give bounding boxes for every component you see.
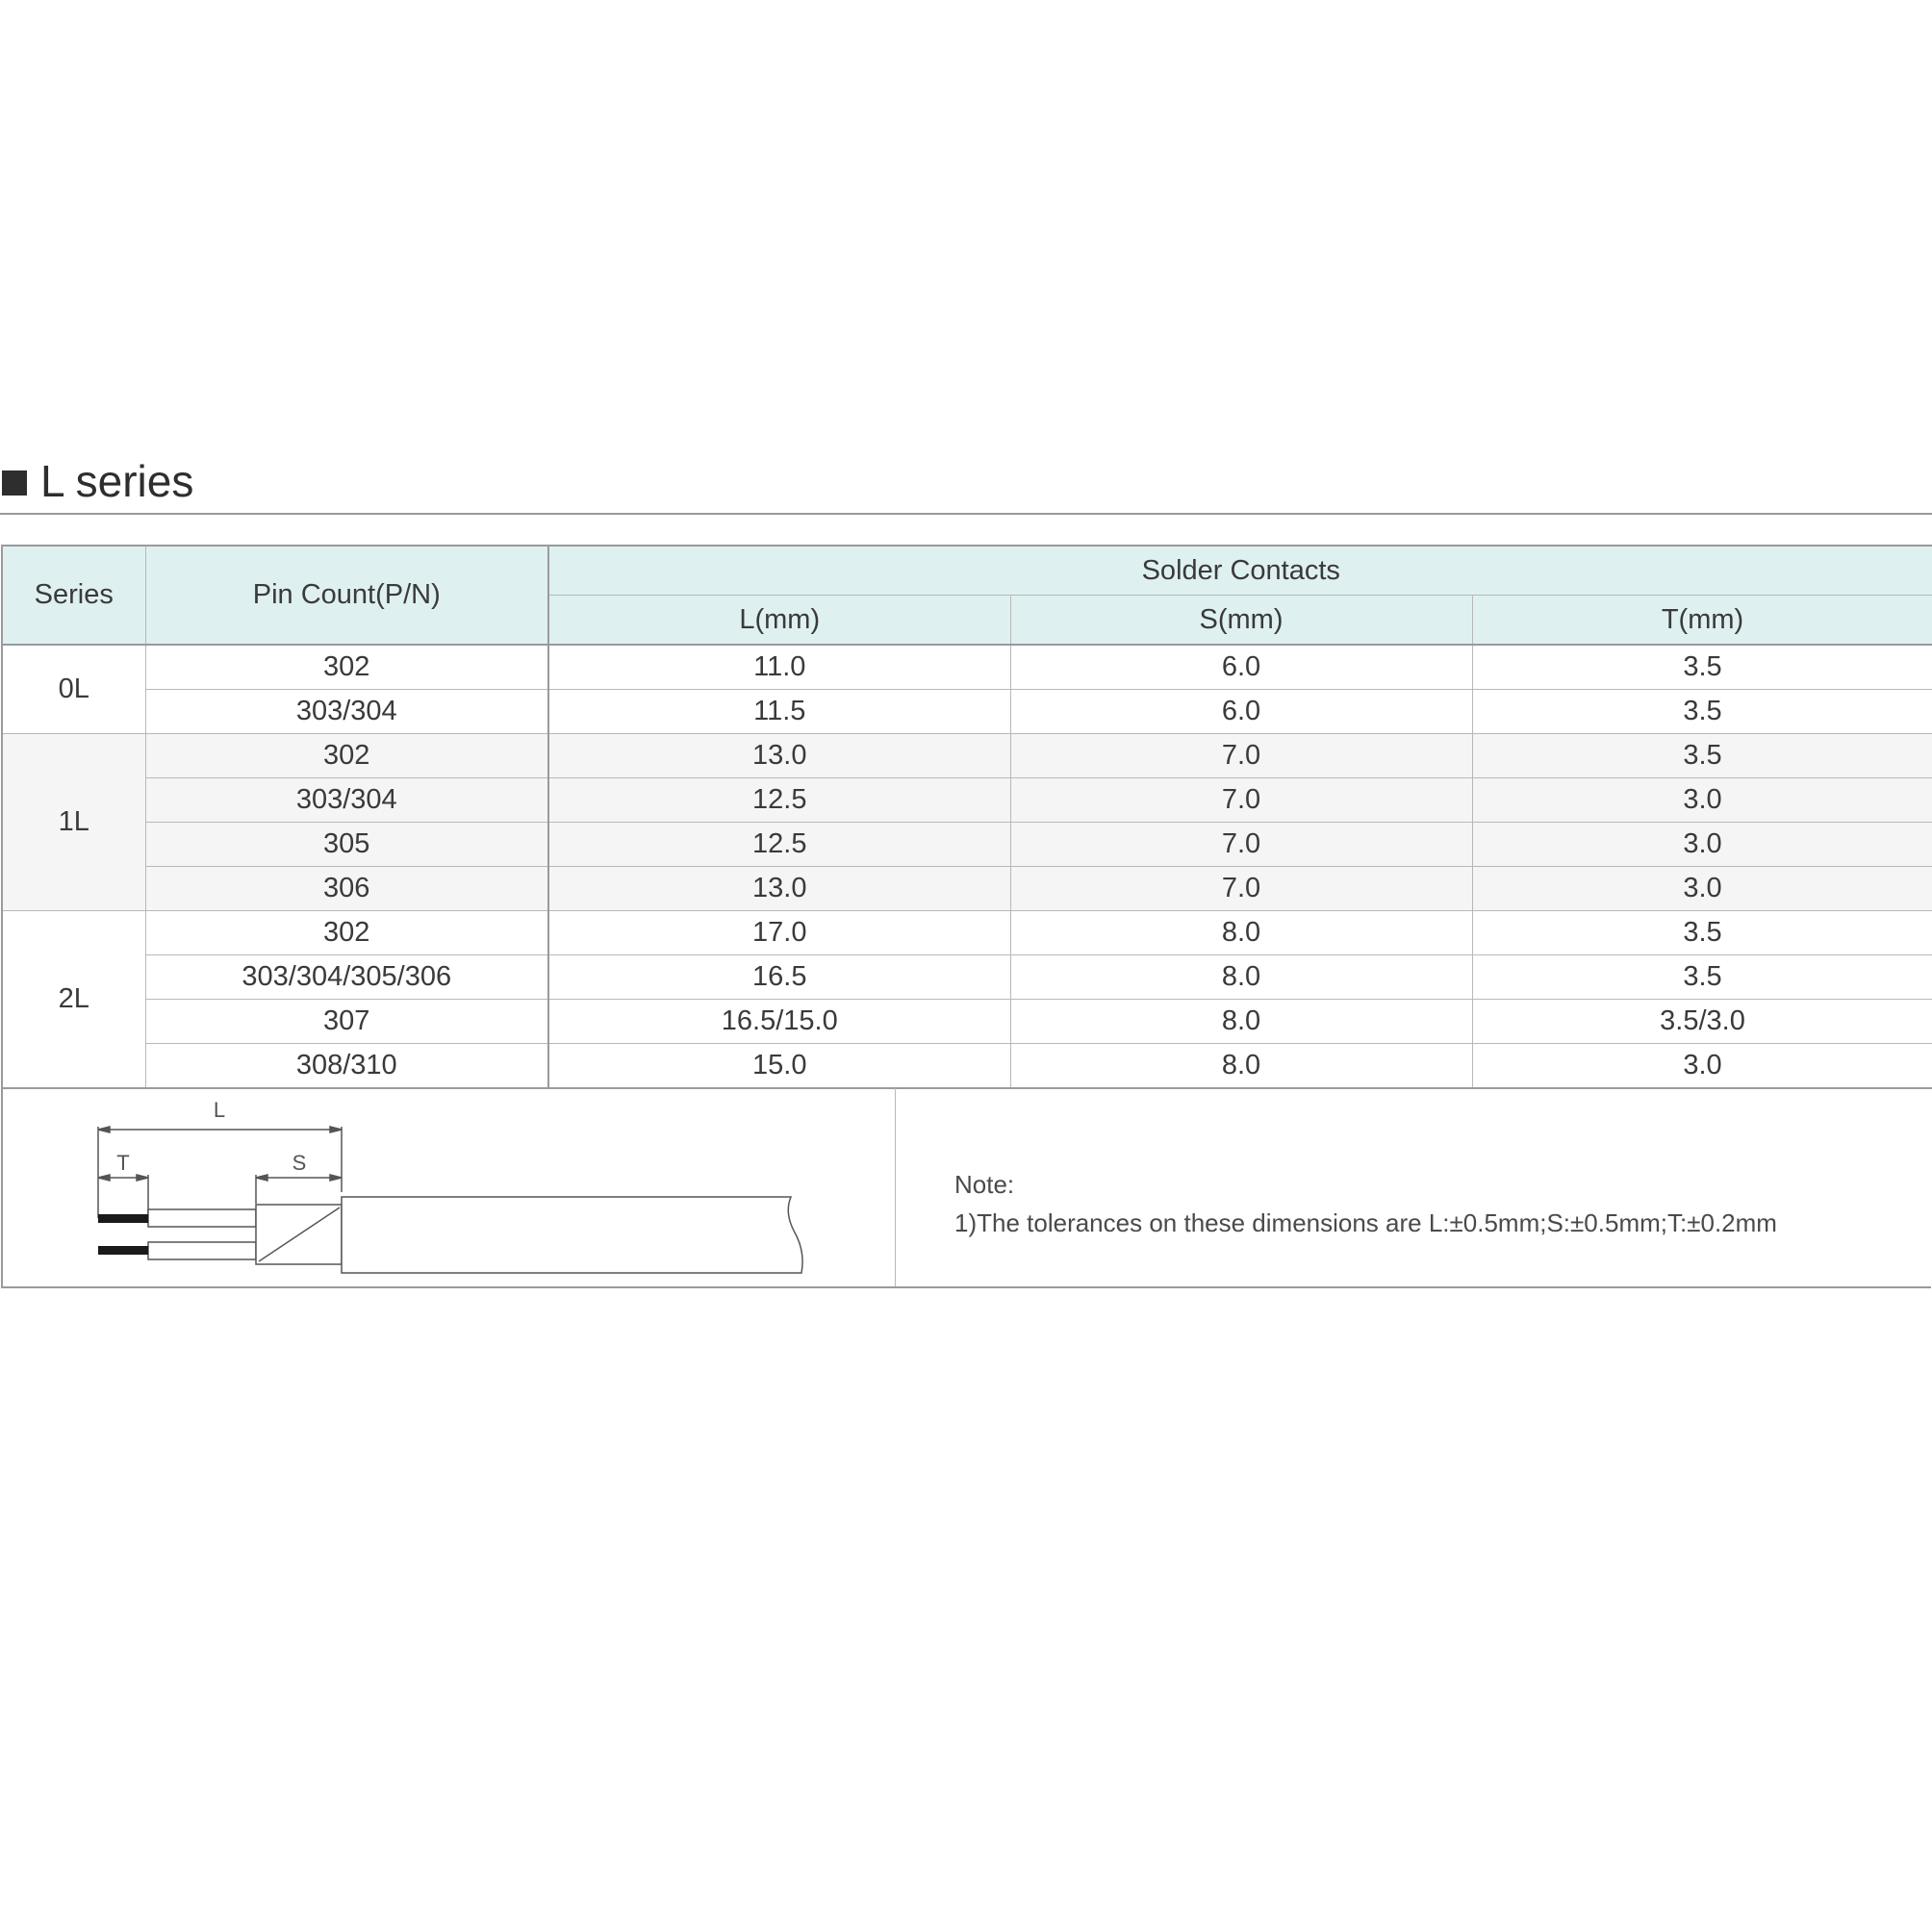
t-cell: 3.5 bbox=[1472, 645, 1932, 690]
header-series: Series bbox=[2, 546, 145, 645]
table-row bbox=[2, 734, 1932, 778]
solder-contacts-table bbox=[1, 545, 1932, 1089]
pin-count-cell: 303/304 bbox=[145, 778, 548, 823]
l-cell: 13.0 bbox=[548, 734, 1010, 778]
s-cell: 7.0 bbox=[1010, 823, 1472, 867]
t-cell: 3.5 bbox=[1472, 690, 1932, 734]
series-cell: 1L bbox=[2, 734, 145, 911]
t-cell: 3.0 bbox=[1472, 823, 1932, 867]
dim-label-s: S bbox=[292, 1151, 307, 1175]
t-cell: 3.5 bbox=[1472, 734, 1932, 778]
table-row bbox=[2, 645, 1932, 690]
l-cell: 16.5/15.0 bbox=[548, 1000, 1010, 1044]
l-cell: 13.0 bbox=[548, 867, 1010, 911]
table-row bbox=[2, 1044, 1932, 1089]
table-row bbox=[2, 690, 1932, 734]
l-cell: 12.5 bbox=[548, 778, 1010, 823]
header-pin-count: Pin Count(P/N) bbox=[145, 546, 548, 645]
pin-count-cell: 302 bbox=[145, 645, 548, 690]
table-row bbox=[2, 823, 1932, 867]
t-cell: 3.5 bbox=[1472, 911, 1932, 955]
l-cell: 16.5 bbox=[548, 955, 1010, 1000]
cable-dimension-diagram bbox=[3, 1088, 894, 1286]
pin-count-cell: 308/310 bbox=[145, 1044, 548, 1089]
table-row bbox=[2, 778, 1932, 823]
l-cell: 11.0 bbox=[548, 645, 1010, 690]
title-divider bbox=[0, 513, 1932, 515]
section-title bbox=[0, 454, 1932, 516]
s-cell: 8.0 bbox=[1010, 911, 1472, 955]
square-bullet-icon bbox=[2, 470, 27, 496]
header-t: T(mm) bbox=[1472, 596, 1932, 646]
l-cell: 11.5 bbox=[548, 690, 1010, 734]
t-cell: 3.0 bbox=[1472, 1044, 1932, 1089]
s-cell: 6.0 bbox=[1010, 645, 1472, 690]
note-heading: Note: bbox=[954, 1170, 1015, 1199]
section-title-text: L series bbox=[40, 456, 194, 506]
t-cell: 3.5 bbox=[1472, 955, 1932, 1000]
table-row bbox=[2, 911, 1932, 955]
pin-count-cell: 302 bbox=[145, 911, 548, 955]
pin-count-cell: 307 bbox=[145, 1000, 548, 1044]
panel-divider bbox=[895, 1088, 896, 1286]
s-cell: 8.0 bbox=[1010, 955, 1472, 1000]
t-cell: 3.5/3.0 bbox=[1472, 1000, 1932, 1044]
tolerance-note bbox=[954, 1165, 1777, 1242]
l-cell: 12.5 bbox=[548, 823, 1010, 867]
header-s: S(mm) bbox=[1010, 596, 1472, 646]
header-solder-contacts: Solder Contacts bbox=[548, 546, 1932, 596]
series-cell: 2L bbox=[2, 911, 145, 1089]
pin-count-cell: 305 bbox=[145, 823, 548, 867]
pin-count-cell: 302 bbox=[145, 734, 548, 778]
s-cell: 7.0 bbox=[1010, 734, 1472, 778]
pin-count-cell: 303/304/305/306 bbox=[145, 955, 548, 1000]
dim-label-l: L bbox=[213, 1098, 226, 1122]
s-cell: 7.0 bbox=[1010, 867, 1472, 911]
table-row bbox=[2, 1000, 1932, 1044]
table-row bbox=[2, 867, 1932, 911]
s-cell: 7.0 bbox=[1010, 778, 1472, 823]
pin-count-cell: 306 bbox=[145, 867, 548, 911]
l-cell: 17.0 bbox=[548, 911, 1010, 955]
t-cell: 3.0 bbox=[1472, 778, 1932, 823]
s-cell: 6.0 bbox=[1010, 690, 1472, 734]
header-l: L(mm) bbox=[548, 596, 1010, 646]
t-cell: 3.0 bbox=[1472, 867, 1932, 911]
s-cell: 8.0 bbox=[1010, 1044, 1472, 1089]
dim-label-t: T bbox=[116, 1151, 130, 1175]
pin-count-cell: 303/304 bbox=[145, 690, 548, 734]
note-line-1: 1)The tolerances on these dimensions are L:±0.5mm;S:±0.5mm;T:±0.2mm bbox=[954, 1208, 1777, 1237]
l-cell: 15.0 bbox=[548, 1044, 1010, 1089]
table-row bbox=[2, 955, 1932, 1000]
drawing-and-note-panel bbox=[1, 1088, 1931, 1288]
series-cell: 0L bbox=[2, 645, 145, 734]
s-cell: 8.0 bbox=[1010, 1000, 1472, 1044]
